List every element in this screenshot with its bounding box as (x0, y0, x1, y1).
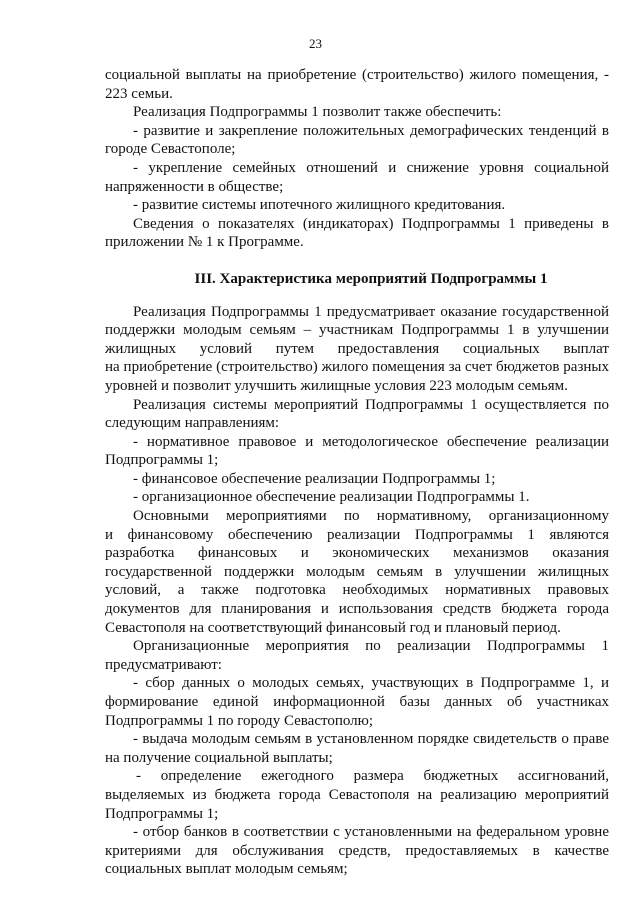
text-line: уровней и позволит улучшить жилищные условия 223 молодым семьям. (105, 377, 568, 394)
text-line: Севастополя на соответствующий финансовый год и плановый период. (105, 619, 561, 636)
text-line: Подпрограммы 1; (105, 805, 219, 822)
text-line: государственной поддержки молодым семьям в улучшении жилищных (105, 563, 609, 580)
text-line: - определение ежегодного размера бюджетных ассигнований, (136, 768, 609, 785)
text-line: жилищных условий путем предоставления социальных выплат (105, 340, 609, 357)
text-line: - развитие и закрепление положительных демографических тенденций в (133, 122, 609, 139)
text-line: Подпрограммы 1 по городу Севастополю; (105, 712, 374, 729)
text-line: - выдача молодым семьям в установленном порядке свидетельств о праве (133, 731, 609, 748)
text-line: - развитие системы ипотечного жилищного кредитования. (133, 197, 506, 214)
text-line: - финансовое обеспечение реализации Подпрограммы 1; (133, 470, 496, 487)
text-line: 223 семьи. (105, 85, 173, 102)
text-line: - сбор данных о молодых семьях, участвующих в Подпрограмме 1, и (133, 675, 609, 692)
text-line: - организационное обеспечение реализации Подпрограммы 1. (133, 489, 530, 506)
text-line: Реализация Подпрограммы 1 позволит также обеспечить: (133, 104, 502, 121)
text-line: условий, а также подготовка необходимых нормативных правовых (105, 582, 609, 599)
page-number: 23 (309, 36, 322, 51)
text-line: Реализация Подпрограммы 1 предусматривает оказание государственной (133, 303, 609, 320)
text-line: Организационные мероприятия по реализации Подпрограммы 1 (133, 638, 609, 655)
text-line: критериями для обслуживания средств, предоставляемых в качестве (105, 842, 609, 859)
text-line: на получение социальной выплаты; (105, 749, 333, 766)
text-line: приложении № 1 к Программе. (105, 234, 304, 251)
text-line: выделяемых из бюджета города Севастополя на реализацию мероприятий (105, 786, 609, 803)
text-line: Реализация системы мероприятий Подпрограммы 1 осуществляется по (133, 396, 609, 413)
text-line: социальной выплаты на приобретение (строительство) жилого помещения, - (105, 67, 609, 83)
text-line: на приобретение (строительство) жилого помещения за счет бюджетов разных (105, 359, 609, 376)
text-line: документов для планирования и использования средств бюджета города (105, 601, 609, 618)
text-line: и финансовому обеспечению реализации Подпрограммы 1 являются (105, 526, 609, 543)
text-line: напряженности в обществе; (105, 178, 284, 195)
text-line: - отбор банков в соответствии с установленными на федеральном уровне (133, 824, 609, 841)
text-line: поддержки молодым семьям – участникам Подпрограммы 1 в улучшении (105, 322, 609, 339)
text-line: предусматривают: (105, 656, 222, 673)
section-heading: III. Характеристика мероприятий Подпрограммы 1 (194, 270, 548, 287)
text-line: Подпрограммы 1; (105, 452, 219, 469)
text-line: городе Севастополе; (105, 141, 236, 158)
text-line: социальных выплат молодым семьям; (105, 861, 348, 878)
text-line: Сведения о показателях (индикаторах) Подпрограммы 1 приведены в (133, 215, 609, 232)
text-line: формирование единой информационной базы данных об участниках (105, 694, 609, 710)
text-line: разработка финансовых и экономических механизмов оказания (105, 545, 609, 562)
text-line: следующим направлениям: (105, 415, 280, 432)
text-line: - нормативное правовое и методологическое обеспечение реализации (133, 433, 609, 450)
text-line: Основными мероприятиями по нормативному, организационному (133, 508, 609, 525)
page-content (105, 66, 609, 879)
text-line: - укрепление семейных отношений и снижение уровня социальной (133, 159, 609, 176)
